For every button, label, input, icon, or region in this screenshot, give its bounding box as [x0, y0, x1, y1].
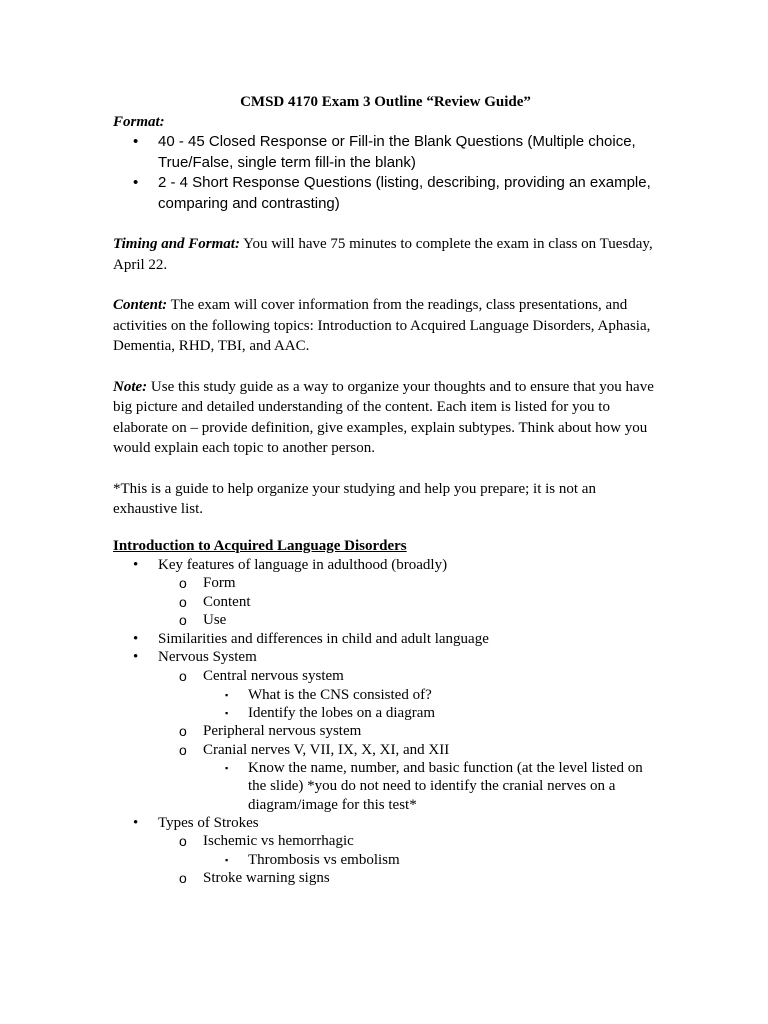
- list-item: o Content: [179, 593, 251, 610]
- circle-bullet-icon: o: [179, 723, 187, 740]
- list-item: o Ischemic vs hemorrhagic ▪ Thrombosis vs embolism: [158, 832, 658, 869]
- bullet-icon: •: [133, 649, 139, 666]
- format-label: Format:: [113, 114, 165, 130]
- list-item: ▪ Identify the lobes on a diagram: [225, 704, 436, 721]
- document-title: CMSD 4170 Exam 3 Outline “Review Guide”: [240, 94, 531, 110]
- circle-bullet-icon: o: [179, 575, 187, 592]
- list-item: o Use: [179, 612, 227, 629]
- list-item: o Cranial nerves V, VII, IX, X, XI, and XII ▪ Know the name, number, and basic function (at the level listed on the slide) *you do not need to identify the cranial nerves on a diagram/image for this test*: [158, 741, 658, 814]
- list-item: o Stroke warning signs: [179, 870, 330, 887]
- circle-bullet-icon: o: [179, 870, 187, 887]
- bullet-icon: •: [133, 630, 139, 647]
- disclaimer-paragraph: *This is a guide to help organize your studying and help you prepare; it is not an exhaustive list.: [113, 480, 596, 517]
- square-bullet-icon: ▪: [225, 707, 229, 718]
- format-item-closed: • 40 - 45 Closed Response or Fill-in the Blank Questions (Multiple choice, True/False, single term fill-in the blank): [113, 132, 658, 173]
- circle-bullet-icon: o: [179, 612, 187, 629]
- list-item: ▪ What is the CNS consisted of?: [225, 686, 432, 703]
- square-bullet-icon: ▪: [225, 855, 229, 866]
- list-item: • Key features of language in adulthood (broadly) o Form o Content o Use: [113, 556, 658, 630]
- circle-bullet-icon: o: [179, 833, 187, 850]
- format-list: [113, 132, 658, 214]
- circle-bullet-icon: o: [179, 668, 187, 685]
- list-item: ▪ Thrombosis vs embolism: [225, 852, 400, 869]
- square-bullet-icon: ▪: [225, 763, 229, 774]
- list-item: o Peripheral nervous system: [179, 723, 362, 740]
- list-item: • Types of Strokes o Ischemic vs hemorrhagic ▪ Thrombosis vs embolism o Stroke warning signs: [113, 814, 658, 888]
- format-item-short: • 2 - 4 Short Response Questions (listing, describing, providing an example, comparing and contrasting): [113, 173, 658, 214]
- list-item: • Similarities and differences in child and adult language: [133, 630, 489, 647]
- content-paragraph: Content: The exam will cover information from the readings, class presentations, and activities on the following topics: Introduction to Acquired Language Disorders, Aphasia, Dementia, RHD, TBI, and AAC.: [113, 297, 651, 354]
- circle-bullet-icon: o: [179, 741, 187, 758]
- document-page: [113, 92, 658, 888]
- list-item: • Nervous System o Central nervous system ▪ What is the CNS consisted of? ▪ Identify the lobes on a diagram o Peripheral nervous system o Cranial nerves V, VII, IX, X, XI, and XII ▪ Know the name, number, and basic function (at the level listed on the slide) *you do not need to identify the cranial nerves on a diagram/image for this test*: [113, 648, 658, 813]
- timing-paragraph: Timing and Format: You will have 75 minutes to complete the exam in class on Tuesday, April 22.: [113, 236, 653, 273]
- square-bullet-icon: ▪: [225, 689, 229, 700]
- outline-list: [113, 556, 658, 888]
- bullet-icon: •: [133, 814, 139, 831]
- section-heading: Introduction to Acquired Language Disorders: [113, 537, 407, 554]
- list-item: ▪ Know the name, number, and basic function (at the level listed on the slide) *you do not need to identify the cranial nerves on a diagram/image for this test*: [225, 760, 643, 813]
- list-item: o Central nervous system ▪ What is the CNS consisted of? ▪ Identify the lobes on a diagram: [158, 667, 658, 722]
- note-paragraph: Note: Use this study guide as a way to organize your thoughts and to ensure that you have big picture and detailed understanding of the content. Each item is listed for you to elaborate on – provide definition, give examples, explain subtypes. Think about how you would explain each topic to another person.: [113, 378, 654, 456]
- list-item: o Form: [179, 575, 236, 592]
- bullet-icon: •: [133, 556, 139, 573]
- circle-bullet-icon: o: [179, 593, 187, 610]
